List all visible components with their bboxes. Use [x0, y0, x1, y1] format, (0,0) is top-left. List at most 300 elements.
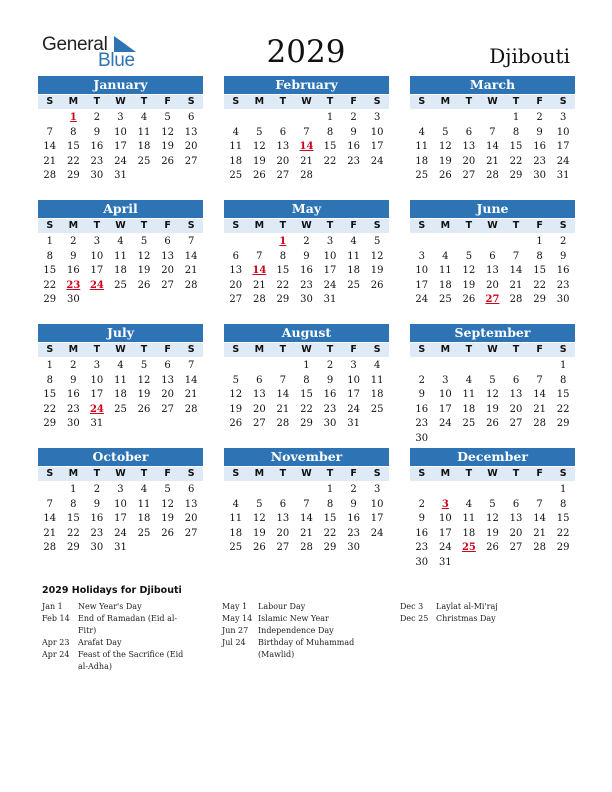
day: 1: [512, 112, 520, 123]
day: 17: [90, 265, 104, 277]
day: 9: [350, 498, 357, 510]
day: 7: [536, 498, 543, 510]
day: 2: [93, 484, 101, 495]
day: 23: [533, 155, 546, 167]
day: 28: [486, 170, 499, 182]
day: 19: [161, 513, 174, 525]
holiday-item: [42, 637, 192, 649]
day: 4: [418, 126, 425, 138]
day: 3: [373, 484, 381, 495]
day: 22: [43, 403, 57, 415]
day: 15: [556, 389, 570, 401]
day: 29: [43, 294, 57, 306]
day: 14: [509, 265, 523, 277]
day: 8: [559, 374, 567, 386]
holiday-item: [42, 649, 192, 673]
weekday-label: S: [559, 220, 567, 231]
holiday-name: Birthday of Muhammad (Mawlid): [258, 638, 355, 659]
day: 10: [556, 126, 570, 138]
day: 3: [350, 360, 357, 371]
day: 17: [114, 141, 127, 153]
day: 23: [347, 155, 360, 167]
day: 20: [252, 403, 266, 415]
day: 24: [438, 418, 452, 430]
day: 13: [509, 513, 523, 525]
day: 17: [438, 403, 452, 415]
day: 14: [300, 513, 313, 525]
weekday-label: F: [164, 96, 171, 107]
day: 21: [184, 265, 198, 277]
day: 26: [370, 279, 384, 291]
day: 10: [90, 250, 104, 262]
day: 29: [66, 542, 80, 554]
empty-cell: [528, 359, 552, 374]
day-grid: [224, 483, 389, 556]
day: 18: [114, 389, 127, 401]
day: 26: [137, 279, 151, 291]
day: 13: [184, 126, 198, 138]
day: 21: [486, 155, 499, 167]
weekday-header: [224, 467, 389, 481]
day: 12: [252, 513, 266, 525]
day: 14: [533, 513, 546, 525]
day-grid: [224, 111, 389, 184]
weekday-label: S: [373, 96, 381, 107]
day: 10: [90, 374, 104, 386]
day: 17: [323, 265, 337, 277]
day: 22: [276, 279, 290, 291]
day: 11: [137, 498, 151, 510]
day: 1: [326, 484, 334, 495]
day: 27: [462, 170, 476, 182]
weekday-header: [410, 467, 575, 481]
holiday-item: [222, 625, 392, 637]
empty-cell: [457, 359, 481, 374]
empty-cell: [248, 359, 272, 374]
day: 19: [252, 155, 266, 167]
day: 29: [300, 418, 313, 430]
weekday-label: T: [279, 96, 287, 107]
day: 15: [323, 141, 337, 153]
day: 7: [536, 374, 543, 386]
weekday-label: S: [559, 468, 567, 479]
month-january: [38, 76, 203, 184]
day: 18: [462, 527, 476, 539]
weekday-label: W: [301, 96, 312, 107]
weekday-label: S: [418, 96, 426, 107]
empty-cell: [434, 483, 458, 498]
day: 16: [323, 389, 337, 401]
holidays-title: 2029 Holidays for Djibouti: [42, 585, 182, 596]
day: 13: [276, 513, 290, 525]
day: 3: [442, 374, 449, 386]
weekday-label: S: [232, 468, 240, 479]
day: 17: [438, 527, 452, 539]
day: 28: [533, 542, 546, 554]
day: 14: [486, 141, 499, 153]
day: 11: [114, 250, 127, 262]
day: 29: [66, 170, 80, 182]
day: 23: [90, 155, 104, 167]
empty-cell: [38, 111, 62, 126]
weekday-label: S: [46, 96, 54, 107]
day: 14: [533, 389, 546, 401]
day: 4: [117, 236, 124, 247]
holiday-day: 24: [89, 403, 104, 415]
day: 28: [252, 294, 266, 306]
day: 6: [279, 498, 287, 510]
day: 22: [323, 527, 337, 539]
empty-cell: [271, 111, 295, 126]
day: 14: [276, 389, 290, 401]
day: 22: [556, 527, 570, 539]
day: 4: [465, 374, 473, 386]
weekday-label: F: [350, 344, 357, 355]
day: 12: [137, 250, 151, 262]
day: 8: [326, 126, 334, 138]
weekday-label: F: [350, 468, 357, 479]
day: 27: [252, 418, 266, 430]
day: 24: [323, 279, 337, 291]
day: 19: [137, 389, 151, 401]
day: 29: [556, 542, 570, 554]
holiday-date: Jun 27: [222, 626, 249, 635]
month-august: [224, 324, 389, 432]
day: 23: [556, 279, 570, 291]
day: 13: [229, 265, 243, 277]
day: 26: [229, 418, 243, 430]
day: 18: [114, 265, 127, 277]
logo-text-general: General: [42, 34, 108, 55]
empty-cell: [481, 235, 505, 250]
day: 10: [370, 498, 384, 510]
day: 27: [161, 403, 174, 415]
weekday-label: F: [350, 220, 357, 231]
day: 23: [323, 403, 337, 415]
day: 25: [114, 403, 127, 415]
holiday-name: Arafat Day: [78, 638, 122, 647]
day: 16: [300, 265, 313, 277]
month-title: March: [410, 76, 575, 94]
day-grid: [410, 483, 575, 571]
day: 8: [326, 498, 334, 510]
holiday-day: 23: [66, 279, 81, 291]
weekday-label: F: [350, 96, 357, 107]
day-grid: [38, 111, 203, 184]
day: 22: [43, 279, 57, 291]
day: 11: [137, 126, 151, 138]
day: 18: [229, 155, 243, 167]
day: 31: [347, 418, 360, 430]
day: 25: [415, 170, 429, 182]
day: 10: [415, 265, 429, 277]
day: 20: [161, 265, 174, 277]
day: 18: [462, 403, 476, 415]
day: 7: [303, 126, 310, 138]
weekday-label: S: [232, 96, 240, 107]
empty-cell: [410, 111, 434, 126]
weekday-label: T: [326, 468, 334, 479]
day: 4: [140, 484, 148, 495]
day: 24: [370, 527, 384, 539]
day: 26: [462, 294, 476, 306]
day: 2: [93, 112, 101, 123]
day: 14: [43, 141, 57, 153]
day: 6: [465, 126, 473, 138]
day: 28: [276, 418, 290, 430]
day: 12: [438, 141, 452, 153]
day: 7: [46, 498, 53, 510]
day: 31: [438, 556, 452, 568]
weekday-label: S: [418, 220, 426, 231]
day: 6: [279, 126, 287, 138]
day: 26: [252, 170, 266, 182]
weekday-label: M: [254, 344, 265, 355]
day: 3: [93, 236, 101, 247]
day: 3: [117, 484, 124, 495]
day: 25: [137, 527, 151, 539]
day: 5: [256, 126, 263, 138]
day: 4: [465, 498, 473, 510]
month-title: August: [224, 324, 389, 342]
weekday-label: T: [512, 344, 520, 355]
day: 1: [326, 112, 334, 123]
day: 29: [509, 170, 523, 182]
holiday-date: Jan 1: [42, 602, 63, 611]
day: 23: [300, 279, 313, 291]
holiday-date: Jul 24: [222, 638, 246, 647]
day-grid: [410, 359, 575, 447]
day: 22: [66, 527, 80, 539]
day: 27: [509, 542, 523, 554]
weekday-label: T: [279, 468, 287, 479]
weekday-label: T: [512, 468, 520, 479]
day-grid: [410, 111, 575, 184]
day: 29: [323, 542, 337, 554]
day: 25: [462, 418, 476, 430]
day: 8: [279, 250, 287, 262]
day: 29: [556, 418, 570, 430]
empty-cell: [528, 483, 552, 498]
day: 4: [140, 112, 148, 123]
day: 11: [438, 265, 452, 277]
day: 31: [323, 294, 337, 306]
month-march: [410, 76, 575, 184]
weekday-label: M: [254, 220, 265, 231]
day: 23: [90, 527, 104, 539]
day: 24: [415, 294, 429, 306]
day: 28: [43, 170, 57, 182]
day: 6: [187, 484, 195, 495]
holiday-item: [222, 613, 392, 625]
empty-cell: [481, 483, 505, 498]
day: 21: [43, 527, 57, 539]
day: 8: [70, 126, 77, 138]
day: 3: [373, 112, 381, 123]
empty-cell: [295, 111, 319, 126]
weekday-label: W: [115, 96, 126, 107]
month-december: [410, 448, 575, 571]
day: 17: [556, 141, 570, 153]
day: 5: [232, 374, 239, 386]
day: 7: [46, 126, 53, 138]
holiday-column: [42, 601, 192, 673]
empty-cell: [504, 483, 528, 498]
weekday-label: T: [140, 468, 148, 479]
weekday-label: T: [93, 220, 101, 231]
day: 24: [114, 527, 127, 539]
day: 15: [43, 389, 57, 401]
weekday-header: [38, 343, 203, 357]
holiday-date: Dec 25: [400, 614, 429, 623]
day: 19: [486, 403, 499, 415]
empty-cell: [224, 111, 248, 126]
month-title: January: [38, 76, 203, 94]
day-grid: [224, 359, 389, 432]
day: 9: [326, 374, 334, 386]
day: 6: [512, 498, 520, 510]
weekday-label: T: [465, 96, 473, 107]
day: 25: [438, 294, 452, 306]
month-title: December: [410, 448, 575, 466]
day: 30: [66, 294, 80, 306]
day: 27: [276, 170, 290, 182]
holiday-day: 14: [299, 141, 314, 153]
day: 3: [117, 112, 124, 123]
day: 28: [509, 294, 523, 306]
country-name: Djibouti: [489, 44, 570, 68]
day: 5: [442, 126, 449, 138]
weekday-label: M: [68, 468, 79, 479]
empty-cell: [410, 235, 434, 250]
day: 21: [252, 279, 266, 291]
day: 17: [370, 513, 384, 525]
weekday-label: T: [93, 344, 101, 355]
day: 6: [512, 374, 520, 386]
holiday-date: May 1: [222, 602, 248, 611]
holiday-date: Dec 3: [400, 602, 424, 611]
weekday-label: M: [440, 96, 451, 107]
day: 21: [300, 155, 313, 167]
weekday-label: T: [279, 344, 287, 355]
day: 15: [556, 513, 570, 525]
day: 8: [303, 374, 310, 386]
day: 1: [559, 360, 567, 371]
day: 25: [114, 279, 127, 291]
month-title: June: [410, 200, 575, 218]
day: 22: [509, 155, 523, 167]
weekday-label: S: [187, 96, 195, 107]
holiday-day: 14: [252, 265, 267, 277]
logo-text-blue: Blue: [98, 50, 135, 71]
day: 27: [184, 155, 198, 167]
day: 30: [415, 432, 429, 444]
day: 19: [438, 155, 452, 167]
holiday-column: [400, 601, 550, 625]
day: 11: [347, 250, 360, 262]
holiday-day: 1: [69, 112, 77, 123]
weekday-label: F: [164, 220, 171, 231]
day: 4: [373, 360, 381, 371]
day: 15: [509, 141, 523, 153]
weekday-label: S: [373, 468, 381, 479]
empty-cell: [481, 111, 505, 126]
weekday-label: T: [326, 96, 334, 107]
weekday-label: W: [487, 96, 498, 107]
day: 13: [252, 389, 266, 401]
day: 28: [43, 542, 57, 554]
day: 5: [164, 112, 171, 123]
empty-cell: [434, 111, 458, 126]
day: 5: [164, 484, 171, 495]
month-title: October: [38, 448, 203, 466]
day: 10: [323, 250, 337, 262]
day: 19: [161, 141, 174, 153]
month-title: July: [38, 324, 203, 342]
day: 8: [46, 374, 53, 386]
holiday-date: Apr 23: [42, 638, 70, 647]
holiday-day: 1: [279, 236, 287, 247]
day: 11: [370, 374, 384, 386]
day: 20: [276, 527, 290, 539]
day: 6: [232, 250, 239, 262]
holiday-name: Islamic New Year: [258, 614, 329, 623]
day: 26: [137, 403, 151, 415]
day: 12: [486, 389, 499, 401]
day: 9: [559, 250, 567, 262]
day: 1: [559, 484, 567, 495]
day: 16: [533, 141, 546, 153]
day: 23: [66, 403, 80, 415]
day: 11: [229, 513, 243, 525]
day: 23: [347, 527, 360, 539]
day: 18: [347, 265, 360, 277]
weekday-header: [38, 95, 203, 109]
day-grid: [38, 359, 203, 432]
weekday-label: S: [232, 220, 240, 231]
day: 9: [418, 513, 425, 525]
weekday-label: T: [93, 96, 101, 107]
day: 16: [556, 265, 570, 277]
day: 17: [90, 389, 104, 401]
weekday-label: T: [465, 220, 473, 231]
day: 5: [489, 374, 496, 386]
holiday-item: [42, 601, 192, 613]
day: 19: [370, 265, 384, 277]
day: 7: [187, 236, 195, 247]
day: 21: [276, 403, 290, 415]
day: 4: [442, 250, 449, 262]
holiday-item: [400, 601, 550, 613]
day: 9: [93, 498, 101, 510]
day-grid: [224, 235, 389, 308]
weekday-label: T: [512, 220, 520, 231]
day: 31: [556, 170, 570, 182]
day: 14: [184, 250, 198, 262]
day: 6: [256, 374, 263, 386]
weekday-header: [224, 219, 389, 233]
holiday-day: 3: [441, 498, 449, 510]
holiday-name: Feast of the Sacrifice (Eid al-Adha): [78, 650, 184, 671]
month-title: February: [224, 76, 389, 94]
day: 10: [370, 126, 384, 138]
day: 22: [533, 279, 546, 291]
day: 13: [509, 389, 523, 401]
empty-cell: [410, 483, 434, 498]
day: 16: [415, 403, 429, 415]
day: 31: [90, 418, 104, 430]
day: 27: [229, 294, 243, 306]
